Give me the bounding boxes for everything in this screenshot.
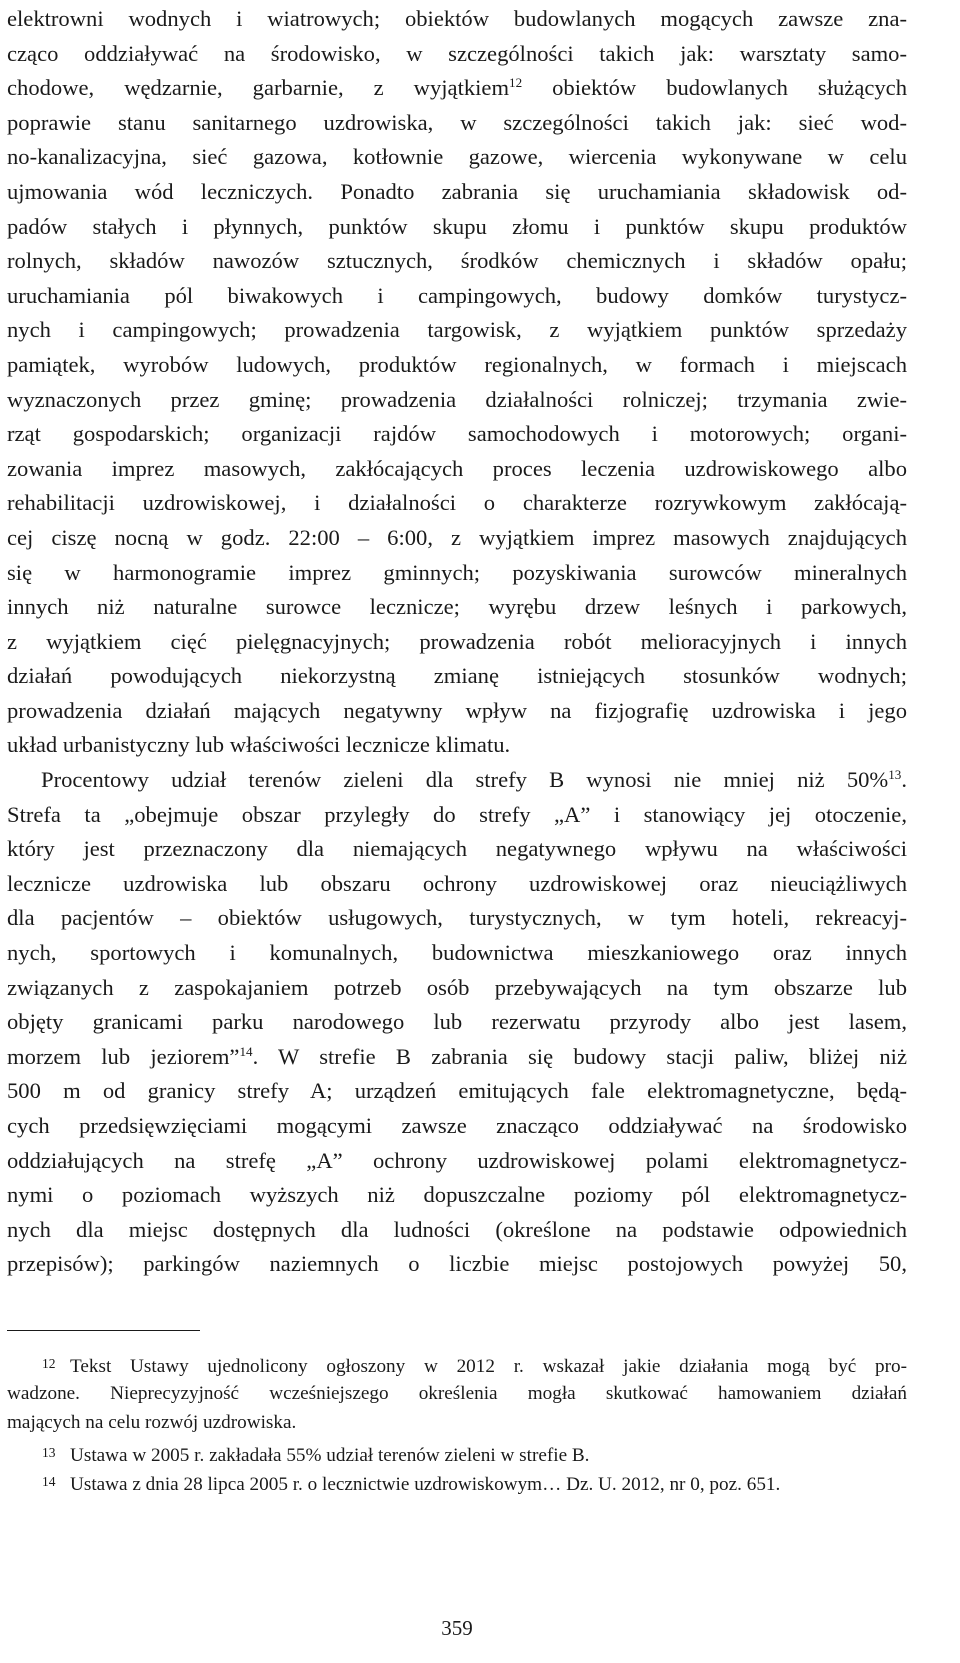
line-text: lecznicze uzdrowiska lub obszaru ochrony uzdrowiskowej oraz nieuciążliwych	[7, 870, 907, 896]
text-line	[7, 348, 907, 383]
line-text: objęty granicami parku narodowego lub rezerwatu przyrody albo jest lasem,	[7, 1009, 907, 1035]
line-text: przepisów); parkingów naziemnych o liczbie miejsc postojowych powyżej 50,	[7, 1251, 907, 1277]
footnote-reference[interactable]: 12	[509, 75, 523, 91]
text-line	[7, 244, 907, 279]
text-line	[7, 1247, 907, 1282]
page-number: 359	[441, 1616, 473, 1640]
line-text: Strefa ta „obejmuje obszar przyległy do strefy „A” i stanowiący jej otoczenie,	[7, 801, 907, 827]
line-text: cych przedsięwzięciami mogącymi zawsze znacząco oddziaływać na środowisko	[7, 1113, 907, 1138]
text-line	[7, 452, 907, 487]
footnote-text: Tekst Ustawy ujednolicony ogłoszony w 2012 r. wskazał jakie działania mogą być pro-	[70, 1356, 907, 1377]
text-line	[7, 832, 907, 867]
line-text: wyznaczonych przez gminę; prowadzenia działalności rolniczej; trzymania zwie-	[7, 386, 907, 412]
text-line	[7, 37, 907, 72]
line-text: dla pacjentów – obiektów usługowych, turystycznych, w tym hoteli, rekreacyj-	[7, 905, 907, 931]
text-line	[7, 556, 907, 591]
text-line	[7, 71, 907, 106]
line-text: rząt gospodarskich; organizacji rajdów samochodowych i motorowych; organi-	[7, 421, 907, 447]
line-text: uruchamiania pól biwakowych i campingowych, budowy domków turystycz-	[7, 282, 907, 308]
line-text: z wyjątkiem cięć pielęgnacyjnych; prowadzenia robót melioracyjnych i innych	[7, 628, 907, 654]
text-line	[7, 590, 907, 625]
line-text: elektrowni wodnych i wiatrowych; obiektów budowlanych mogących zawsze zna-	[7, 6, 907, 31]
footnote-reference[interactable]: 14	[239, 1043, 253, 1059]
footnote-number: 14	[42, 1474, 56, 1489]
text-line	[7, 521, 907, 556]
line-text: prowadzenia działań mających negatywny wpływ na fizjografię uzdrowiska i jego	[7, 697, 907, 723]
footnote	[7, 1438, 907, 1468]
line-text: ujmowania wód leczniczych. Ponadto zabrania się uruchamiania składowisk od-	[7, 178, 907, 204]
footnote-separator	[7, 1330, 200, 1331]
text-line	[7, 106, 907, 141]
footnote-line	[7, 1379, 907, 1409]
line-text: .	[901, 767, 907, 793]
line-text: pamiątek, wyrobów ludowych, produktów regionalnych, w formach i miejscach	[7, 351, 907, 377]
text-line	[7, 659, 907, 694]
text-line	[7, 901, 907, 936]
line-text: cząco oddziaływać na środowisko, w szczególności takich jak: warsztaty samo-	[7, 40, 907, 66]
text-line	[7, 383, 907, 418]
line-text: padów stałych i płynnych, punktów skupu złomu i punktów skupu produktów	[7, 213, 907, 239]
text-line	[7, 1144, 907, 1179]
line-text: innych niż naturalne surowce lecznicze; wyrębu drzew leśnych i parkowych,	[7, 594, 907, 620]
line-text: obiektów budowlanych służących	[522, 75, 908, 101]
line-text: związanych z zaspokajaniem potrzeb osób przebywających na tym obszarze lub	[7, 974, 907, 1000]
text-line	[7, 210, 907, 245]
footnote-text: Ustawa z dnia 28 lipca 2005 r. o lecznictwie uzdrowiskowym… Dz. U. 2012, nr 0, poz. 651.	[70, 1474, 781, 1495]
footnote-line	[7, 1408, 907, 1438]
text-line	[7, 694, 907, 729]
text-line	[7, 936, 907, 971]
footnote-text: mających na celu rozwój uzdrowiska.	[7, 1412, 297, 1433]
text-line	[7, 728, 907, 763]
main-text	[7, 0, 907, 1282]
text-line	[7, 1109, 907, 1144]
line-text: chodowe, wędzarnie, garbarnie, z wyjątkiem	[7, 75, 510, 101]
footnote-number: 12	[42, 1356, 56, 1371]
text-line	[7, 1040, 907, 1075]
footnote-text: wadzone. Nieprecyzyjność wcześniejszego określenia mogła skutkować hamowaniem działań	[7, 1382, 907, 1404]
text-line	[7, 313, 907, 348]
line-text: nych dla miejsc dostępnych dla ludności (określone na podstawie odpowiednich	[7, 1216, 907, 1242]
text-line	[7, 1213, 907, 1248]
text-line	[7, 175, 907, 210]
line-text: się w harmonogramie imprez gminnych; pozyskiwania surowców mineralnych	[7, 559, 907, 585]
page-content	[7, 0, 907, 1282]
line-text: rolnych, składów nawozów sztucznych, środków chemicznych i składów opału;	[7, 248, 907, 274]
footnote-reference[interactable]: 13	[888, 767, 902, 783]
text-line	[7, 1178, 907, 1213]
footnote-number: 13	[42, 1444, 56, 1460]
footnote-line	[7, 1438, 907, 1468]
footnote-line	[7, 1349, 907, 1379]
text-line	[7, 1005, 907, 1040]
text-line	[7, 417, 907, 452]
text-line	[7, 971, 907, 1006]
text-line	[7, 798, 907, 833]
line-text: nymi o poziomach wyższych niż dopuszczalne poziomy pól elektromagnetycz-	[7, 1182, 907, 1208]
line-text: który jest przeznaczony dla niemających negatywnego wpływu na właściwości	[7, 836, 907, 862]
line-text: nych i campingowych; prowadzenia targowisk, z wyjątkiem punktów sprzedaży	[7, 317, 907, 343]
footnote	[7, 1467, 907, 1497]
line-text: no-kanalizacyjna, sieć gazowa, kotłownie gazowe, wiercenia wykonywane w celu	[7, 144, 907, 170]
line-text: oddziałujących na strefę „A” ochrony uzdrowiskowej polami elektromagnetycz-	[7, 1147, 907, 1173]
line-text: nych, sportowych i komunalnych, budownictwa mieszkaniowego oraz innych	[7, 940, 907, 966]
text-line	[7, 1074, 907, 1109]
line-text: Procentowy udział terenów zieleni dla strefy B wynosi nie mniej niż 50%	[41, 767, 889, 793]
text-line	[7, 279, 907, 314]
text-line	[7, 2, 907, 37]
footnote	[7, 1349, 907, 1438]
line-text: działań powodujących niekorzystną zmianę istniejących stosunków wodnych;	[7, 663, 907, 689]
text-line	[7, 867, 907, 902]
line-text: morzem lub jeziorem”	[7, 1043, 240, 1069]
text-line	[7, 625, 907, 660]
footnote-line	[7, 1467, 907, 1497]
footnotes-section	[7, 1349, 907, 1497]
line-text: układ urbanistyczny lub właściwości lecznicze klimatu.	[7, 732, 511, 758]
line-text: cej ciszę nocną w godz. 22:00 – 6:00, z wyjątkiem imprez masowych znajdujących	[7, 524, 907, 550]
text-line	[7, 140, 907, 175]
text-line	[7, 763, 907, 798]
footnote-text: Ustawa w 2005 r. zakładała 55% udział terenów zieleni w strefie B.	[70, 1444, 590, 1466]
line-text: zowania imprez masowych, zakłócających proces leczenia uzdrowiskowego albo	[7, 455, 907, 481]
line-text: . W strefie B zabrania się budowy stacji paliw, bliżej niż	[252, 1043, 907, 1069]
line-text: rehabilitacji uzdrowiskowej, i działalności o charakterze rozrywkowym zakłócają-	[7, 490, 907, 516]
text-line	[7, 486, 907, 521]
line-text: poprawie stanu sanitarnego uzdrowiska, w szczególności takich jak: sieć wod-	[7, 109, 907, 135]
line-text: 500 m od granicy strefy A; urządzeń emitujących fale elektromagnetyczne, będą-	[7, 1078, 907, 1104]
